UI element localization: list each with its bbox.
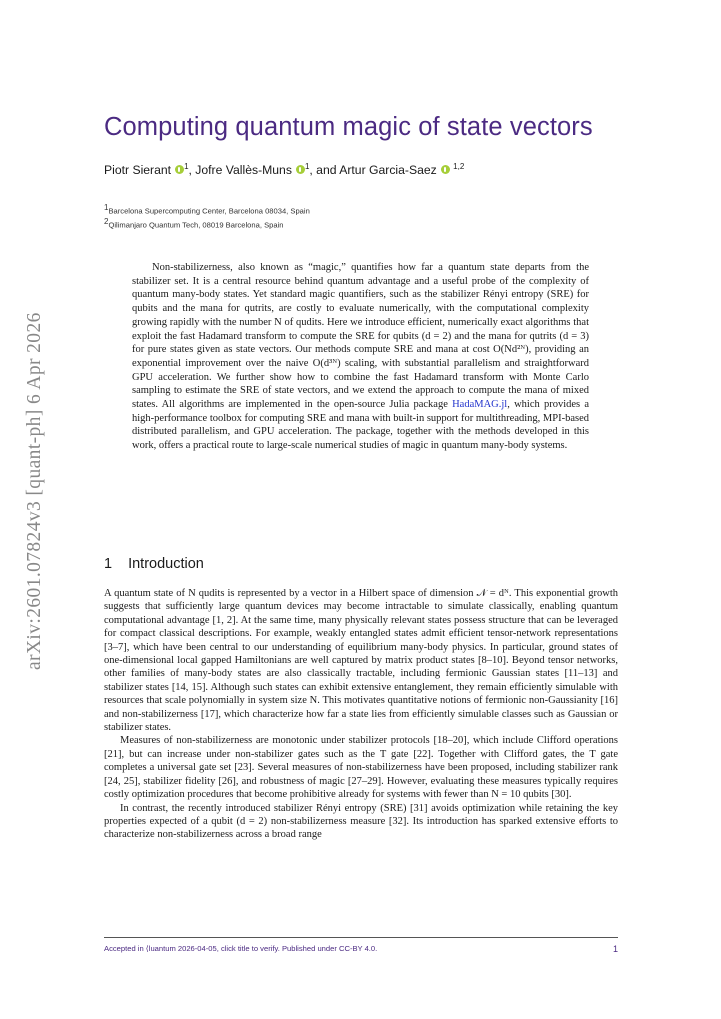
orcid-icon[interactable] bbox=[175, 165, 184, 174]
affiliation-line bbox=[104, 203, 310, 216]
page-footer bbox=[104, 944, 618, 953]
author-name: Jofre Vallès-Muns bbox=[195, 163, 292, 178]
author-name: Artur Garcia-Saez bbox=[339, 163, 437, 178]
author-list bbox=[104, 162, 464, 177]
section-heading bbox=[104, 556, 204, 572]
affiliation-text: Qilimanjaro Quantum Tech, 08019 Barcelona, Spain bbox=[108, 220, 284, 230]
author-affiliation-mark: 1 bbox=[184, 162, 189, 171]
orcid-icon[interactable] bbox=[296, 165, 305, 174]
footer-divider bbox=[104, 937, 618, 938]
author-separator: , bbox=[188, 163, 196, 178]
footer-text[interactable]: Accepted in ⟨luantum 2026-04-05, click title to verify. Published under CC-BY 4.0. bbox=[104, 944, 378, 953]
paragraph: In contrast, the recently introduced stabilizer Rényi entropy (SRE) [31] avoids optimization while retaining the key properties expected of a qubit (d = 2) non-stabilizerness measure [32]. Its introduction has sparked extensive efforts to characterize non-stabilizerness across a broad range bbox=[104, 802, 618, 841]
author-separator: , and bbox=[309, 163, 340, 178]
abstract-text: , which provides a high-performance toolbox for computing SRE and mana with built-in support for multithreading, MPI-based distributed parallelism, and GPU acceleration. The package, together with the methods developed in this work, offers a practical route to large-scale numerical studies of magic in quantum many-body systems. bbox=[132, 399, 589, 452]
orcid-icon[interactable] bbox=[441, 165, 450, 174]
paragraph: Measures of non-stabilizerness are monotonic under stabilizer protocols [18–20], which include Clifford operations [21], but can increase under non-stabilizer gates such as the T gate [22]. Together with Clifford gates, the T gate completes a universal gate set [23]. Several measures of non-stabilizerness have been proposed, including stabilizer rank [24, 25], stabilizer fidelity [26], and robustness of magic [27–29]. However, evaluating these measures typically requires costly optimization procedures that become prohibitive already for systems with fewer than N = 10 qubits [30]. bbox=[104, 735, 618, 801]
affiliation-mark: 2 bbox=[104, 217, 109, 226]
paragraph: A quantum state of N qudits is represented by a vector in a Hilbert space of dimension 𝒩 = dᴺ. This exponential growth suggests that sufficiently large quantum devices may become intractable to simulate classically, enabling quantum computational advantage [1, 2]. At the same time, many physically relevant states possess structure that can be leveraged for compact classical descriptions. For example, weakly entangled states admit efficient tensor-network representations [3–7], which have been central to our understanding of equilibrium many-body physics. In particular, ground states of one-dimensional local gapped Hamiltonians are well captured by matrix product states [8–10]. Beyond tensor networks, other families of many-body states are also classically tractable, including fermionic Gaussian states [11–13] and stabilizer states [14, 15]. Although such states can exhibit extensive entanglement, they remain efficiently simulable with resources that scale polynomially in system size N. This motivates quantitative notions of fermionic non-Gaussianity [16] and non-stabilizerness [17], which characterize how far a state lies from efficiently simulable classes such as Gaussian or stabilizer states. bbox=[104, 588, 618, 734]
section-title: Introduction bbox=[128, 556, 204, 572]
abstract bbox=[132, 261, 589, 453]
affiliation-line bbox=[104, 217, 284, 230]
page-number: 1 bbox=[612, 944, 618, 954]
section-number: 1 bbox=[104, 556, 113, 572]
package-link[interactable]: HadaMAG.jl bbox=[452, 399, 508, 411]
introduction-body bbox=[104, 587, 618, 842]
affiliation-text: Barcelona Supercomputing Center, Barcelona 08034, Spain bbox=[108, 206, 310, 216]
paper-title[interactable]: Computing quantum magic of state vectors bbox=[104, 113, 593, 141]
arxiv-identifier-stamp: arXiv:2601.07824v3 [quant-ph] 6 Apr 2026 bbox=[24, 312, 45, 670]
abstract-text: Non-stabilizerness, also known as “magic,” quantifies how far a quantum state departs from the stabilizer set. It is a central resource behind quantum advantage and a useful probe of the complexity of quantum many-body states. Yet standard magic quantifiers, such as the stabilizer Rényi entropy (SRE) for qubits and the mana for qutrits, are costly to evaluate numerically, with the computational complexity growing rapidly with the number N of qudits. Here we introduce efficient, numerically exact algorithms that exploit the fast Hadamard transform to compute the SRE for qubits (d = 2) and the mana for qutrits (d = 3) for pure states given as state vectors. Our methods compute SRE and mana at cost O(Nd²ᴺ), providing an exponential improvement over the naive O(d³ᴺ) scaling, with substantial parallelism and straightforward GPU acceleration. We further show how to combine the fast Hadamard transform with Monte Carlo sampling to estimate the SRE of state vectors, and we extend the approach to compute the mana of mixed states. All algorithms are implemented in the open-source Julia package bbox=[132, 262, 589, 411]
author-affiliation-mark: 1,2 bbox=[453, 162, 465, 171]
affiliation-mark: 1 bbox=[104, 203, 109, 212]
author-name: Piotr Sierant bbox=[104, 163, 172, 178]
author-affiliation-mark: 1 bbox=[304, 162, 310, 171]
